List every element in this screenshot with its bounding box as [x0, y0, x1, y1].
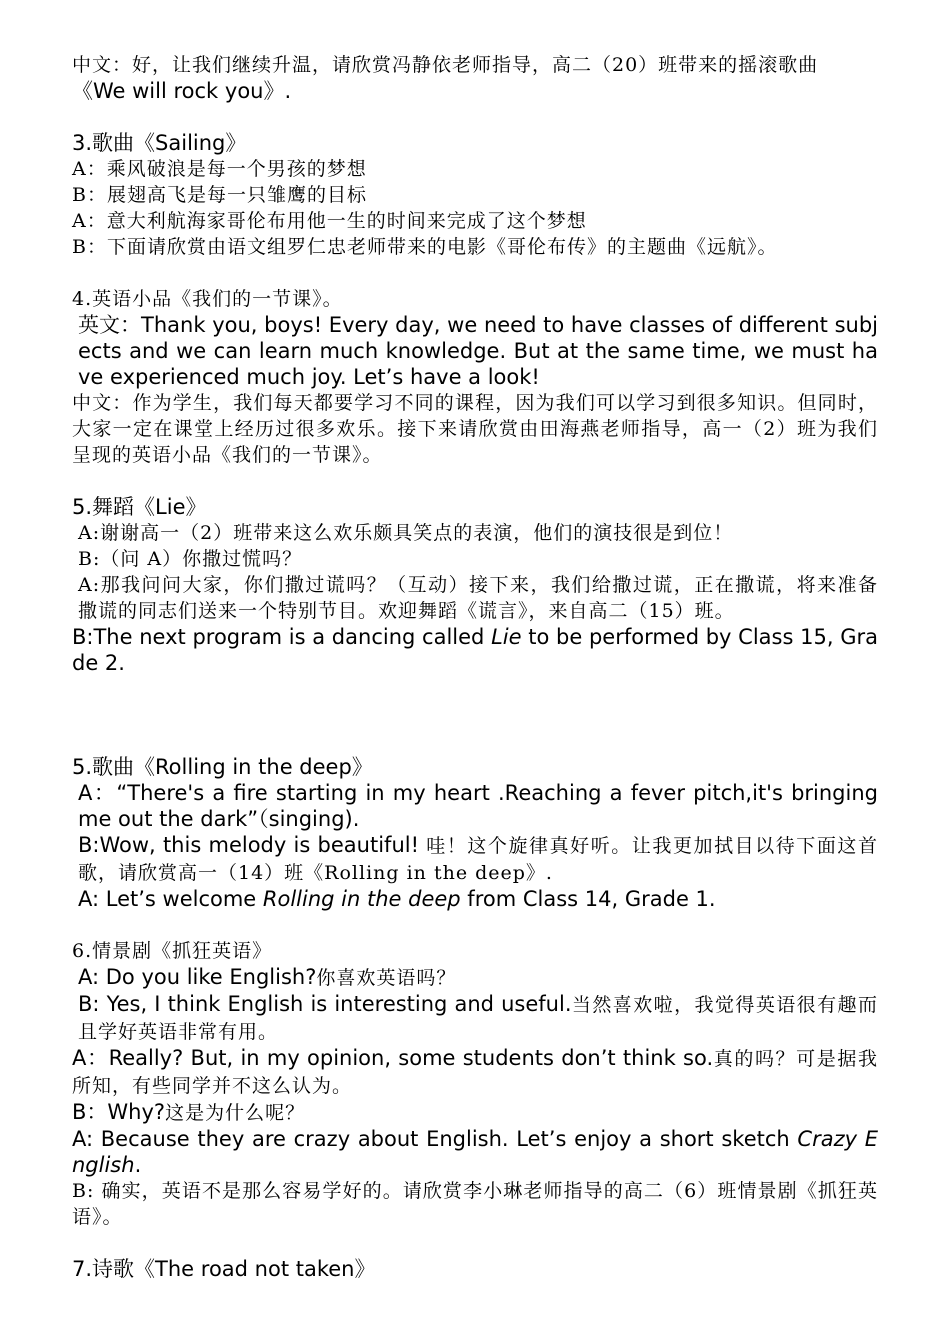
- dialog-b1-en: B:Wow, this melody is beautiful!: [78, 833, 427, 857]
- spacer: [72, 676, 878, 754]
- intro-section: [72, 52, 878, 104]
- section-4-title: 4.英语小品《我们的一节课》。: [72, 288, 343, 310]
- dialog-b3: B: 确实，英语不是那么容易学好的。请欣赏李小琳老师指导的高二（6）班情景剧《抓狂英语》。: [72, 1180, 878, 1228]
- dialog-a2-pre: A: Let’s welcome: [78, 887, 263, 911]
- section-6-title: 6.情景剧《抓狂英语》: [72, 940, 273, 962]
- dialog-b2: [72, 624, 878, 676]
- dialog-a2-post: from Class 14, Grade 1.: [460, 887, 716, 911]
- section-3-line: B：展翅高飞是每一只雏鹰的目标: [72, 184, 367, 206]
- dialog-a1: [72, 964, 878, 991]
- document-page: [72, 52, 885, 1282]
- dialog-b1-cn: 当然喜欢啦，我觉得英语很有趣而且学好英语非常有用。: [78, 994, 878, 1043]
- dialog-a3: [72, 1126, 878, 1178]
- dialog-a3-post: .: [134, 1153, 142, 1177]
- section-3-line: A：乘风破浪是每一个男孩的梦想: [72, 158, 367, 180]
- dialog-b1: B:（问 A）你撒过慌吗？: [78, 548, 303, 570]
- dialog-a2: [72, 1045, 878, 1099]
- dialog-b1: [72, 991, 878, 1045]
- dialog-b1: [72, 832, 878, 886]
- intro-line-2: 《We will rock you》.: [72, 79, 292, 103]
- section-6: [72, 938, 878, 1230]
- dialog-b2-en: B：Why?: [72, 1100, 166, 1124]
- section-3-title: 3.歌曲《Sailing》: [72, 131, 247, 155]
- section-7: [72, 1256, 878, 1282]
- section-4-chinese: 中文：作为学生，我们每天都要学习不同的课程，因为我们可以学习到很多知识。但同时，大家一定在课堂上经历过很多欢乐。接下来请欣赏由田海燕老师指导，高一（2）班为我们呈现的英语小品《我们的一节课》。: [72, 392, 878, 466]
- dialog-a3-pre: A: Because they are crazy about English. Let’s enjoy a short sketch: [72, 1127, 798, 1151]
- section-4-english: 英文：Thank you, boys! Every day, we need to have classes of different subjects and we can learn much knowledge. But at the same time, we must have experienced much joy. Let’s have a look!: [78, 313, 878, 389]
- dialog-a1: A：“There's a fire starting in my heart .Reaching a fever pitch,it's bringing me out the dark”（singing).: [78, 781, 885, 831]
- dialog-a2: A:那我问问大家，你们撒过谎吗？（互动）接下来，我们给撒过谎，正在撒谎，将来准备撒谎的同志们送来一个特别节目。欢迎舞蹈《谎言》，来自高二（15）班。: [78, 574, 878, 622]
- section-3-line: A：意大利航海家哥伦布用他一生的时间来完成了这个梦想: [72, 210, 587, 232]
- dialog-b1-en: B: Yes, I think English is interesting and useful.: [78, 992, 572, 1016]
- dialog-a2-en: A：Really? But, in my opinion, some students don’t think so.: [72, 1046, 714, 1070]
- dialog-a1-en: A: Do you like English?: [78, 965, 317, 989]
- section-3-line: B：下面请欣赏由语文组罗仁忠老师带来的电影《哥伦布传》的主题曲《远航》。: [72, 236, 778, 258]
- dialog-a3-title: Crazy English: [72, 1127, 879, 1177]
- dialog-b2-post: to be performed by Class 15, Grade 2.: [72, 625, 878, 675]
- section-5-dance-title: 5.舞蹈《Lie》: [72, 495, 207, 519]
- section-5-song-title: 5.歌曲《Rolling in the deep》: [72, 755, 373, 779]
- section-5-song: [72, 754, 885, 912]
- section-4: [72, 286, 878, 468]
- dialog-b1-cn: 哇！这个旋律真好听。让我更加拭目以待下面这首歌，请欣赏高一（14）班《Rolling in the deep》.: [78, 835, 878, 884]
- dialog-a1: A:谢谢高一（2）班带来这么欢乐颇具笑点的表演，他们的演技很是到位！: [78, 522, 734, 544]
- dialog-a2: [72, 886, 878, 912]
- dialog-b2-pre: B:The next program is a dancing called: [72, 625, 492, 649]
- dialog-b2: [72, 1099, 878, 1126]
- section-7-title: 7.诗歌《The road not taken》: [72, 1257, 376, 1281]
- dialog-b2-title: Lie: [491, 625, 522, 649]
- dialog-b2-cn: 这是为什么呢？: [165, 1102, 306, 1124]
- section-5-dance: [72, 494, 878, 676]
- intro-line-1: 中文：好，让我们继续升温，请欣赏冯静依老师指导，高二（20）班带来的摇滚歌曲: [72, 54, 819, 76]
- dialog-a2-cn: 真的吗？可是据我所知，有些同学并不这么认为。: [72, 1048, 878, 1097]
- section-3: [72, 130, 878, 260]
- dialog-a2-title: Rolling in the deep: [262, 887, 461, 911]
- dialog-a1-cn: 你喜欢英语吗？: [316, 967, 457, 989]
